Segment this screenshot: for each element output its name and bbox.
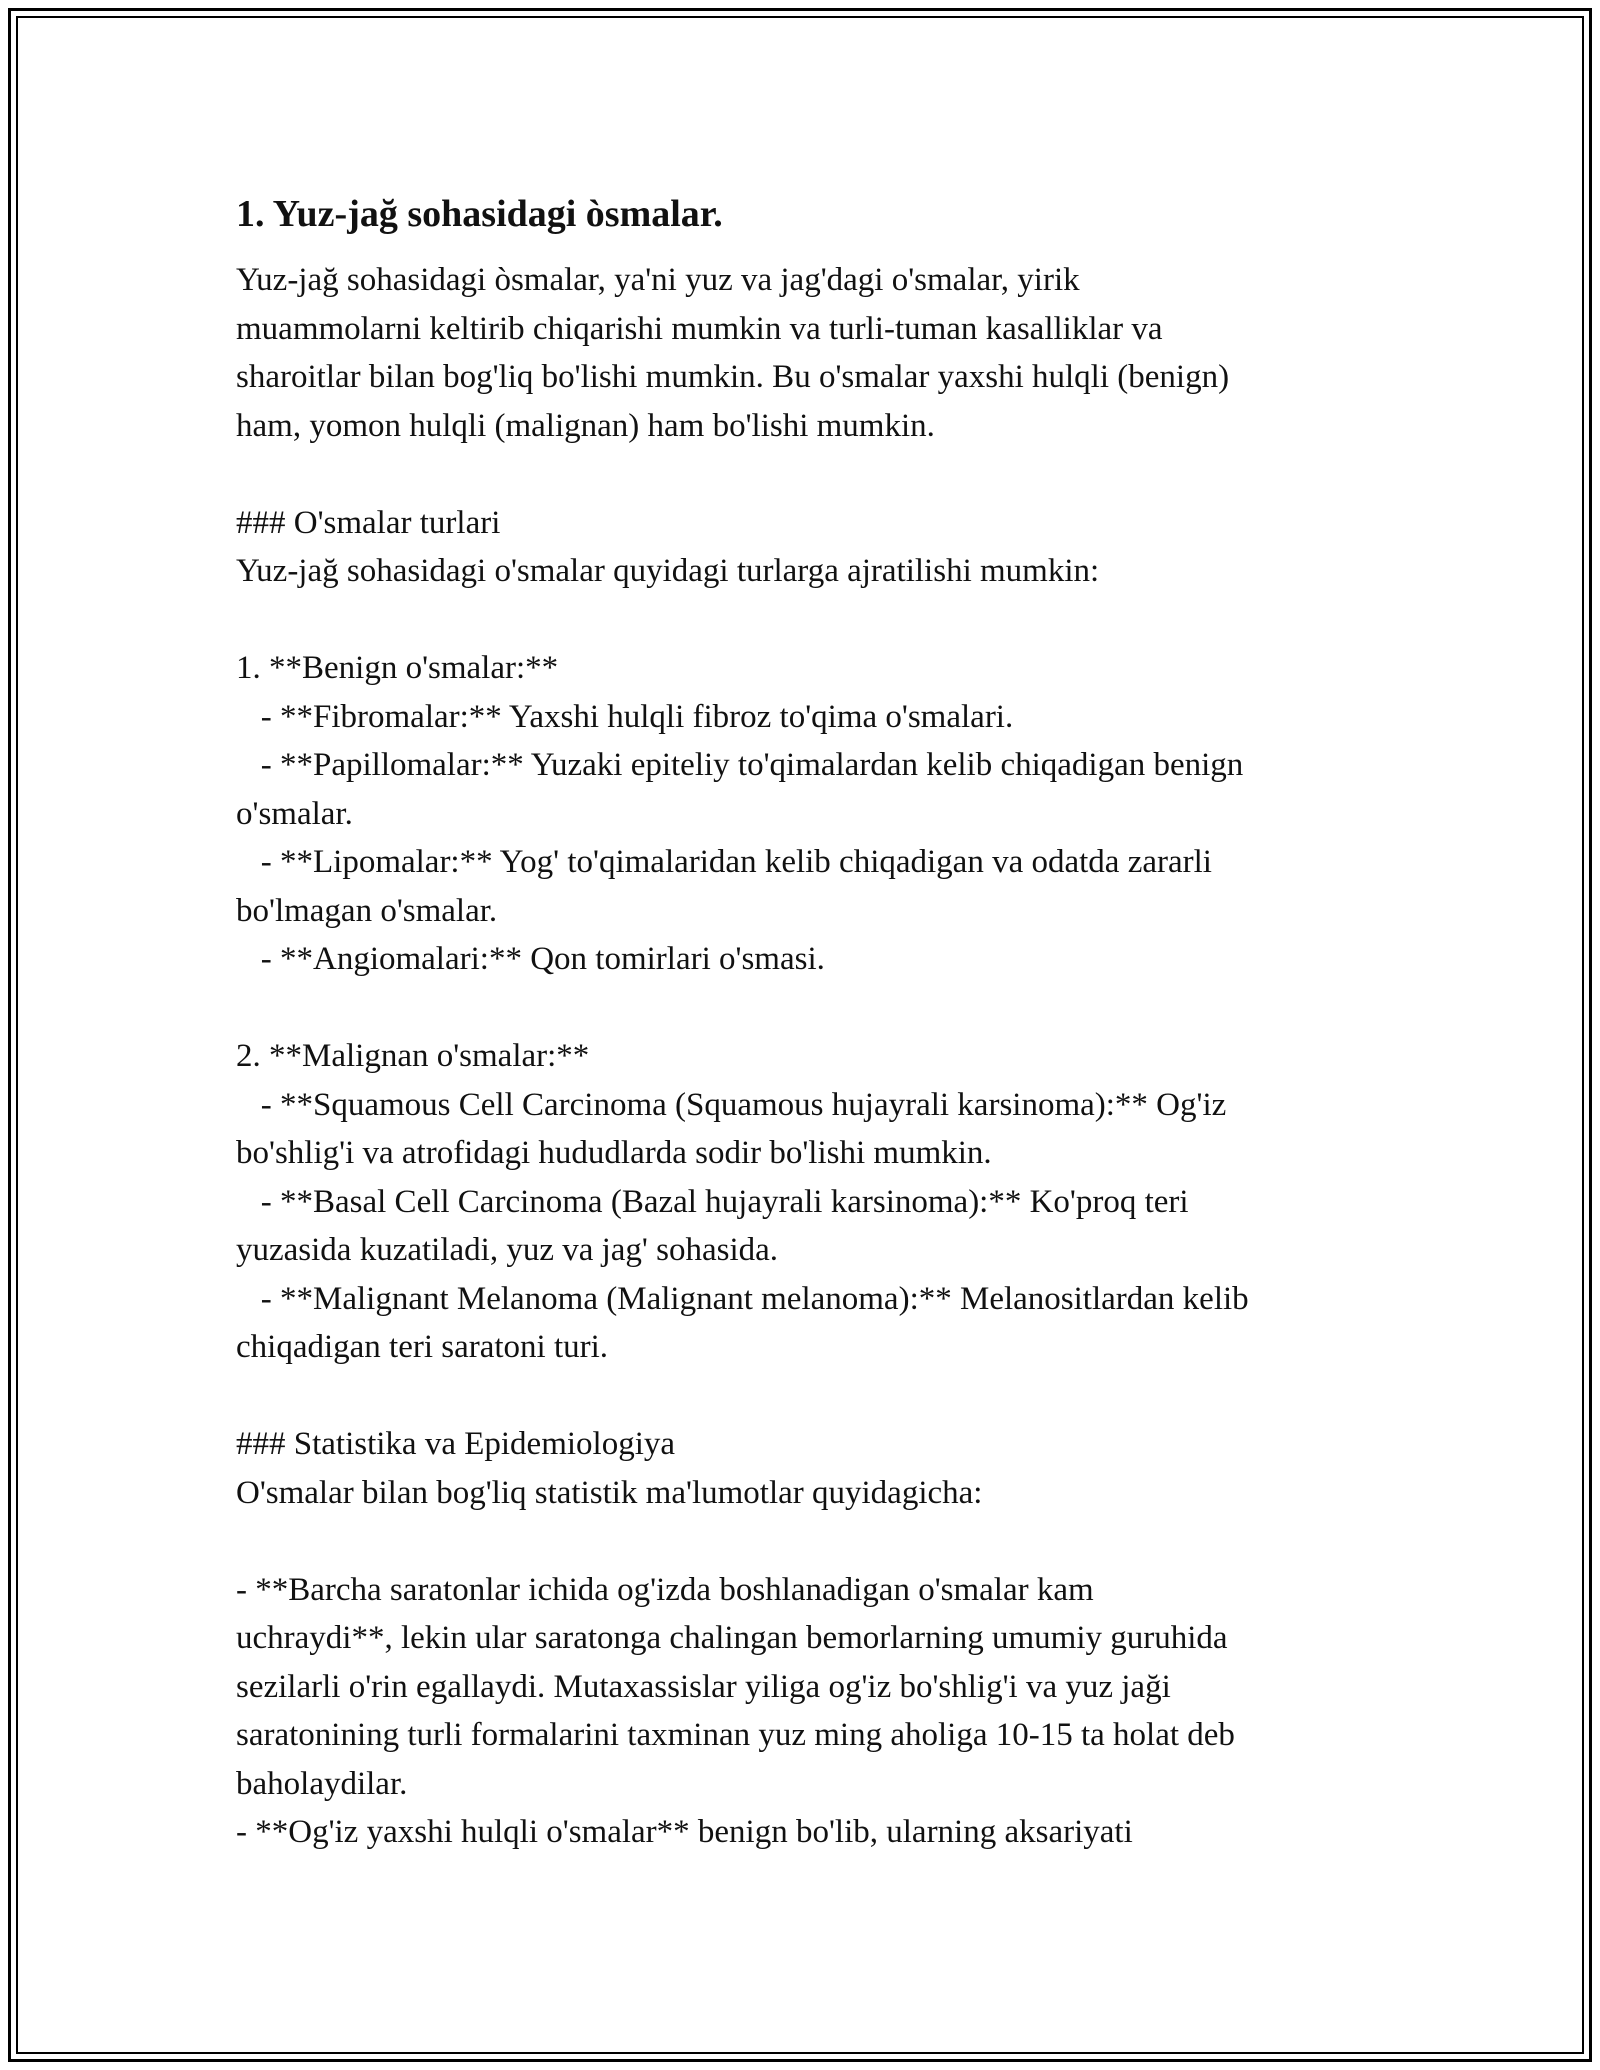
text-line: - **Squamous Cell Carcinoma (Squamous hujayrali karsinoma):** Og'iz (236, 1086, 1227, 1123)
document-text (236, 256, 1386, 1857)
text-line: - **Og'iz yaxshi hulqli o'smalar** benign bo'lib, ularning aksariyati (236, 1814, 1133, 1850)
text-line: - **Barcha saratonlar ichida og'izda boshlanadigan o'smalar kam (236, 1571, 1094, 1608)
text-line: baholaydilar. (236, 1765, 408, 1802)
text-line (236, 984, 1386, 1033)
document-title: 1. Yuz-jağ sohasidagi òsmalar. (236, 193, 723, 235)
text-line: uchraydi**, lekin ular saratonga chalingan bemorlarning umumiy guruhida (236, 1620, 1228, 1656)
text-line (236, 596, 1386, 645)
text-line: - **Fibromalar:** Yaxshi hulqli fibroz to'qima o'smalari. (236, 698, 1014, 735)
document-body (236, 186, 1386, 1857)
text-line: - **Basal Cell Carcinoma (Bazal hujayrali karsinoma):** Ko'proq teri (236, 1183, 1189, 1220)
text-line: sezilarli o'rin egallaydi. Mutaxassislar yiliga og'iz bo'shlig'i va yuz jaği (236, 1668, 1171, 1705)
text-line: ham, yomon hulqli (malignan) ham bo'lishi mumkin. (236, 407, 935, 444)
text-line (236, 450, 1386, 499)
text-line: o'smalar. (236, 795, 353, 832)
text-line (236, 1517, 1386, 1566)
text-line (236, 1372, 1386, 1421)
text-line: bo'shlig'i va atrofidagi hududlarda sodir bo'lishi mumkin. (236, 1135, 992, 1171)
text-line: muammolarni keltirib chiqarishi mumkin va turli-tuman kasalliklar va (236, 310, 1163, 347)
text-line: Yuz-jağ sohasidagi o'smalar quyidagi turlarga ajratilishi mumkin: (236, 553, 1100, 589)
text-line: ### O'smalar turlari (236, 504, 501, 541)
text-line: O'smalar bilan bog'liq statistik ma'lumotlar quyidagicha: (236, 1474, 983, 1511)
text-line: 1. **Benign o'smalar:** (236, 650, 559, 686)
text-line: chiqadigan teri saratoni turi. (236, 1329, 609, 1365)
text-line: bo'lmagan o'smalar. (236, 892, 498, 929)
text-line: - **Papillomalar:** Yuzaki epiteliy to'qimalardan kelib chiqadigan benign (236, 747, 1244, 783)
text-line: - **Lipomalar:** Yog' to'qimalaridan kelib chiqadigan va odatda zararli (236, 844, 1212, 880)
text-line: ### Statistika va Epidemiologiya (236, 1426, 676, 1462)
text-line: Yuz-jağ sohasidagi òsmalar, ya'ni yuz va jag'dagi o'smalar, yirik (236, 262, 1080, 298)
text-line: saratonining turli formalarini taxminan yuz ming aholiga 10-15 ta holat deb (236, 1717, 1235, 1753)
text-line: sharoitlar bilan bog'liq bo'lishi mumkin. Bu o'smalar yaxshi hulqli (benign) (236, 359, 1230, 395)
text-line: yuzasida kuzatiladi, yuz va jag' sohasida. (236, 1232, 779, 1268)
text-line: 2. **Malignan o'smalar:** (236, 1038, 590, 1074)
text-line: - **Malignant Melanoma (Malignant melanoma):** Melanositlardan kelib (236, 1280, 1249, 1317)
text-line: - **Angiomalari:** Qon tomirlari o'smasi. (236, 941, 825, 977)
